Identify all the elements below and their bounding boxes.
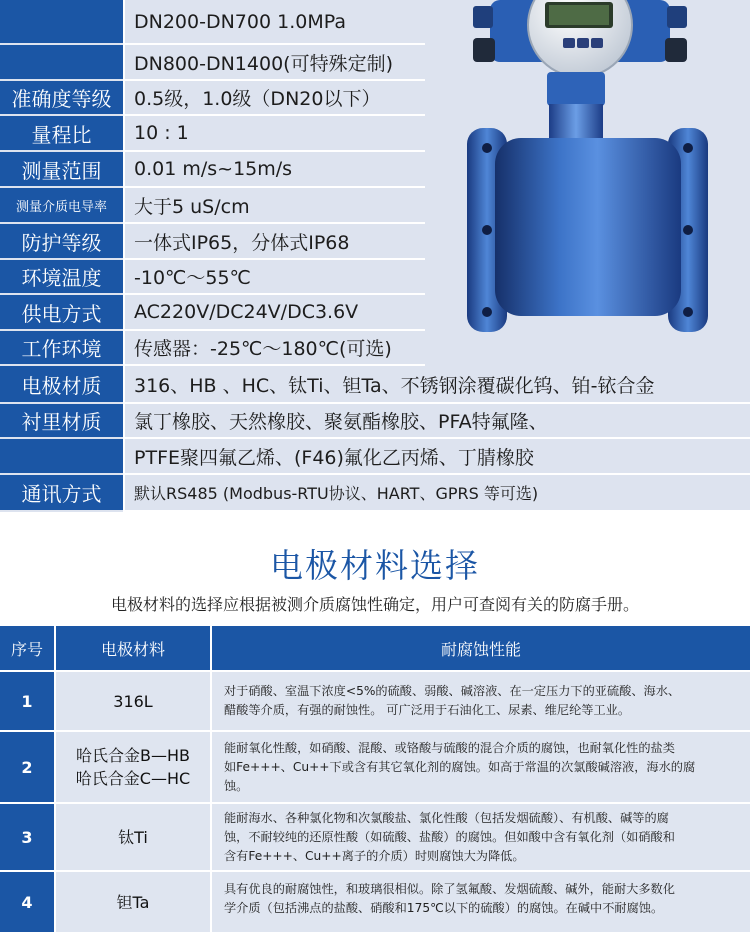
spec-row <box>0 260 425 295</box>
spec-row <box>0 295 425 331</box>
corrosion-desc <box>212 804 750 870</box>
desc-line: 含有Fe+++、Cu++离子的介质）时则腐蚀大为降低。 <box>224 848 525 863</box>
spec-value: DN200-DN700 1.0MPa <box>125 0 425 45</box>
spec-value: -10℃～55℃ <box>125 260 425 295</box>
desc-line: 蚀。 <box>224 778 249 793</box>
table-row <box>0 670 750 730</box>
desc-line: 能耐氧化性酸，如硝酸、混酸、或铬酸与硫酸的混合介质的腐蚀，也耐氧化性的盐类 <box>224 740 675 755</box>
spec-label: 供电方式 <box>0 295 123 331</box>
spec-row <box>0 188 425 224</box>
spec-value: 氯丁橡胶、天然橡胶、聚氨酯橡胶、PFA特氟隆、 <box>125 404 750 439</box>
spec-row <box>0 45 425 81</box>
material-line: 哈氏合金C—HC <box>75 769 191 788</box>
electrode-material-table <box>0 626 750 932</box>
desc-line: 对于硝酸、室温下浓度<5%的硫酸、弱酸、碱溶液、在一定压力下的亚硫酸、海水、 <box>224 684 681 698</box>
header-no: 序号 <box>0 626 56 670</box>
spec-value: 0.01 m/s~15m/s <box>125 152 425 188</box>
spec-value: 10 : 1 <box>125 116 425 152</box>
corrosion-desc <box>212 732 750 802</box>
spec-value: AC220V/DC24V/DC3.6V <box>125 295 425 331</box>
spec-row <box>0 116 425 152</box>
desc-line: 具有优良的耐腐蚀性，和玻璃很相似。除了氢氟酸、发烟硫酸、碱外，能耐大多数化 <box>224 882 675 896</box>
row-number: 4 <box>0 872 56 932</box>
material-line: 钛Ti <box>118 827 148 847</box>
spec-value: 大于5 uS/cm <box>125 188 425 224</box>
spec-label <box>0 45 123 81</box>
spec-row <box>0 152 425 188</box>
spec-row <box>0 224 425 260</box>
spec-label: 环境温度 <box>0 260 123 295</box>
material-line: 哈氏合金B—HB <box>76 746 190 765</box>
spec-row <box>0 331 425 366</box>
material-name <box>56 872 212 932</box>
spec-row <box>0 439 750 475</box>
header-corrosion: 耐腐蚀性能 <box>440 639 521 659</box>
corrosion-desc <box>212 872 750 932</box>
spec-row <box>0 404 750 439</box>
material-name <box>56 804 212 870</box>
spec-label: 测量介质电导率 <box>0 188 123 224</box>
spec-label: 测量范围 <box>0 152 123 188</box>
table-row <box>0 870 750 932</box>
material-name <box>56 672 212 730</box>
material-line: 钽Ta <box>116 892 150 912</box>
desc-line: 蚀，不耐较纯的还原性酸（如硫酸、盐酸）的腐蚀。但如酸中含有氧化剂（如硝酸和 <box>224 829 675 844</box>
table-row <box>0 802 750 870</box>
spec-label: 衬里材质 <box>0 404 123 439</box>
spec-label <box>0 0 123 45</box>
spec-label: 防护等级 <box>0 224 123 260</box>
spec-value: 传感器：-25℃～180℃(可选) <box>125 331 425 366</box>
flowmeter-illustration <box>425 0 750 366</box>
spec-value: 0.5级，1.0级（DN20以下） <box>125 81 425 116</box>
spec-row <box>0 0 425 45</box>
desc-line: 学介质（包括沸点的盐酸、硝酸和175℃以下的硫酸）的腐蚀。在碱中不耐腐蚀。 <box>224 901 664 915</box>
section-title: 电极材料选择 <box>270 546 480 585</box>
corrosion-desc <box>212 672 750 730</box>
product-image <box>425 0 750 366</box>
table-row <box>0 730 750 802</box>
spec-value: 一体式IP65，分体式IP68 <box>125 224 425 260</box>
row-number: 1 <box>0 672 56 730</box>
desc-line: 醋酸等介质，有强的耐蚀性。 可广泛用于石油化工、尿素、维尼纶等工业。 <box>224 703 631 717</box>
spec-label: 准确度等级 <box>0 81 123 116</box>
desc-line: 如Fe+++、Cu++下或含有其它氧化剂的腐蚀。如高于常温的次氯酸碱溶液，海水的腐 <box>224 759 696 774</box>
spec-label: 电极材质 <box>0 366 123 404</box>
header-material: 电极材料 <box>56 626 212 670</box>
section-description: 电极材料的选择应根据被测介质腐蚀性确定，用户可查阅有关的防腐手册。 <box>110 595 639 614</box>
material-name <box>56 732 212 802</box>
spec-value: PTFE聚四氟乙烯、(F46)氟化乙丙烯、丁腈橡胶 <box>125 439 750 475</box>
spec-label: 通讯方式 <box>0 475 123 512</box>
spec-label: 工作环境 <box>0 331 123 366</box>
spec-row <box>0 366 750 404</box>
table-header <box>0 626 750 670</box>
spec-value: 316、HB 、HC、钛Ti、钽Ta、不锈钢涂覆碳化钨、铂-铱合金 <box>125 366 750 404</box>
spec-row <box>0 475 750 512</box>
spec-row <box>0 81 425 116</box>
desc-line: 能耐海水、各种氯化物和次氯酸盐、氯化性酸（包括发烟硫酸）、有机酸、碱等的腐 <box>224 810 669 825</box>
spec-value: DN800-DN1400(可特殊定制) <box>125 45 425 81</box>
spec-value: 默认RS485 (Modbus-RTU协议、HART、GPRS 等可选) <box>125 475 750 512</box>
spec-label <box>0 439 123 475</box>
material-line: 316L <box>113 691 153 711</box>
row-number: 2 <box>0 732 56 802</box>
spec-label: 量程比 <box>0 116 123 152</box>
row-number: 3 <box>0 804 56 870</box>
